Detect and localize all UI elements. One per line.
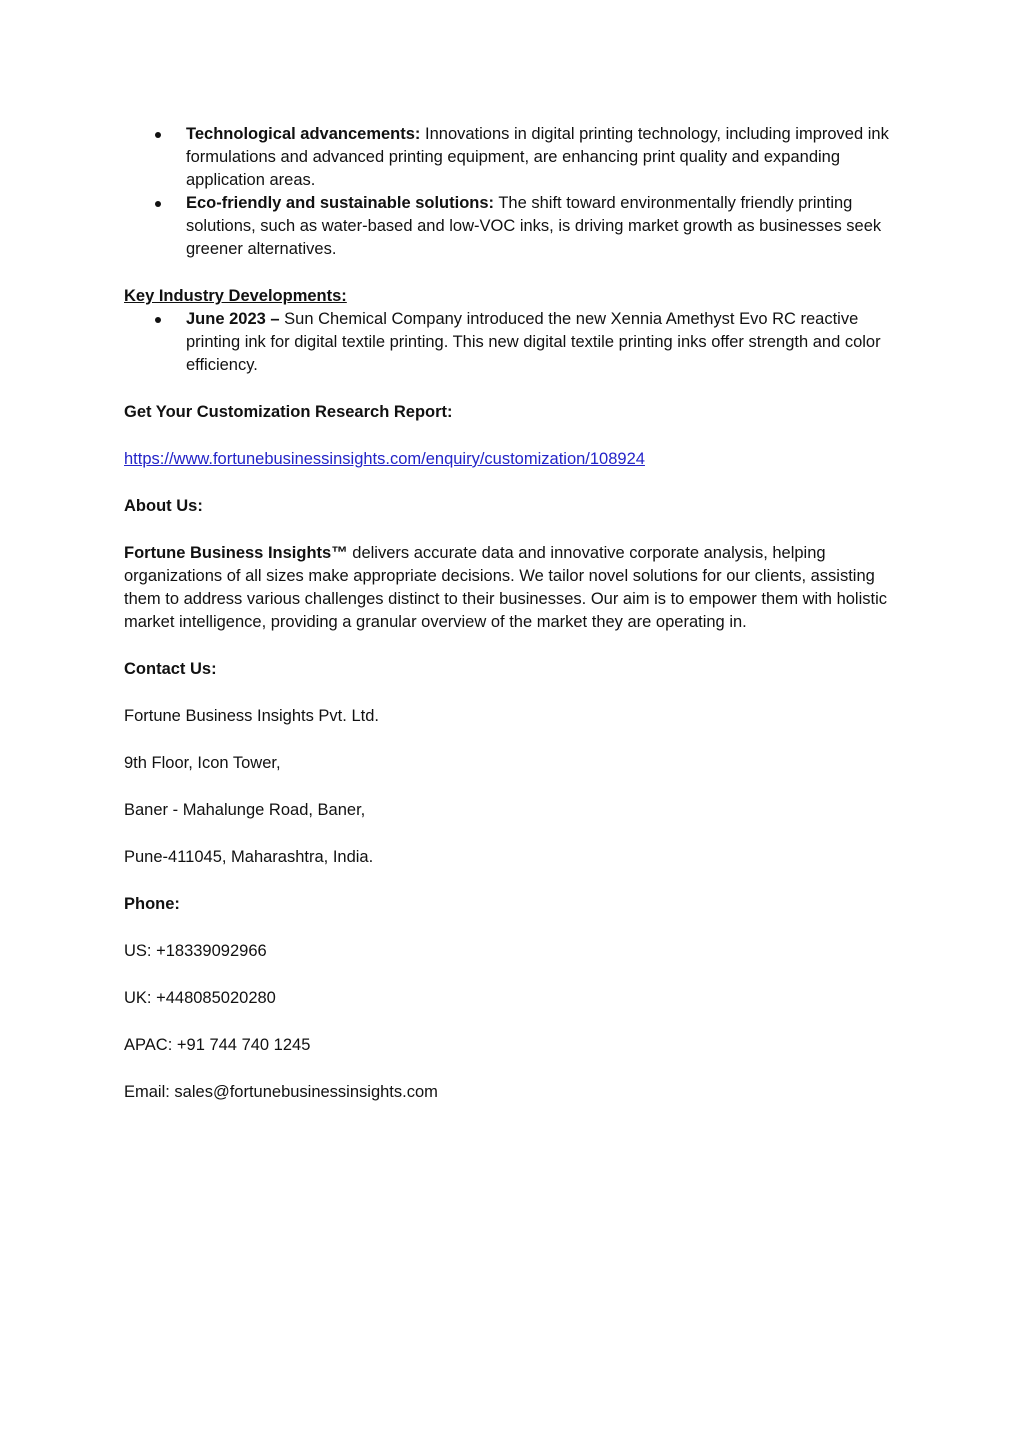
developments-list [124, 308, 904, 377]
phone-us: US: +18339092966 [124, 942, 267, 960]
list-item [124, 123, 904, 192]
bullet-icon [155, 201, 161, 207]
development-date: June 2023 – [186, 310, 280, 328]
customization-heading: Get Your Customization Research Report: [124, 403, 453, 421]
list-item [124, 308, 904, 377]
trend-text: Innovations in digital printing technology, including improved ink formulations and advanced printing equipment, are enhancing print quality and expanding application areas. [186, 125, 889, 189]
development-text: Sun Chemical Company introduced the new Xennia Amethyst Evo RC reactive printing ink for digital textile printing. This new digital textile printing inks offer strength and color efficiency. [186, 310, 881, 374]
customization-link[interactable]: https://www.fortunebusinessinsights.com/enquiry/customization/108924 [124, 450, 645, 468]
phone-heading: Phone: [124, 895, 180, 913]
about-heading: About Us: [124, 497, 203, 515]
trend-title: Technological advancements: [186, 125, 421, 143]
bullet-icon [155, 317, 161, 323]
document-page [124, 123, 904, 1104]
address-line: Fortune Business Insights Pvt. Ltd. [124, 707, 379, 725]
developments-heading: Key Industry Developments: [124, 287, 347, 305]
customization-link-row [124, 448, 904, 471]
about-paragraph [124, 542, 904, 634]
trend-text: The shift toward environmentally friendly printing solutions, such as water-based and low-VOC inks, is driving market growth as businesses seek greener alternatives. [186, 194, 882, 258]
phone-apac: APAC: +91 744 740 1245 [124, 1036, 311, 1054]
company-name: Fortune Business Insights™ [124, 544, 348, 562]
about-text: delivers accurate data and innovative corporate analysis, helping organizations of all sizes make appropriate decisions. We tailor novel solutions for our clients, assisting them to address various challenges distinct to their businesses. Our aim is to empower them with holistic market intelligence, providing a granular overview of the market they are operating in. [124, 544, 888, 631]
list-item [124, 192, 904, 261]
address-line: Baner - Mahalunge Road, Baner, [124, 801, 366, 819]
email-line: Email: sales@fortunebusinessinsights.com [124, 1083, 438, 1101]
address-line: 9th Floor, Icon Tower, [124, 754, 281, 772]
trend-title: Eco-friendly and sustainable solutions: [186, 194, 495, 212]
address-line: Pune-411045, Maharashtra, India. [124, 848, 374, 866]
phone-uk: UK: +448085020280 [124, 989, 276, 1007]
contact-heading: Contact Us: [124, 660, 217, 678]
trends-list [124, 123, 904, 261]
bullet-icon [155, 132, 161, 138]
